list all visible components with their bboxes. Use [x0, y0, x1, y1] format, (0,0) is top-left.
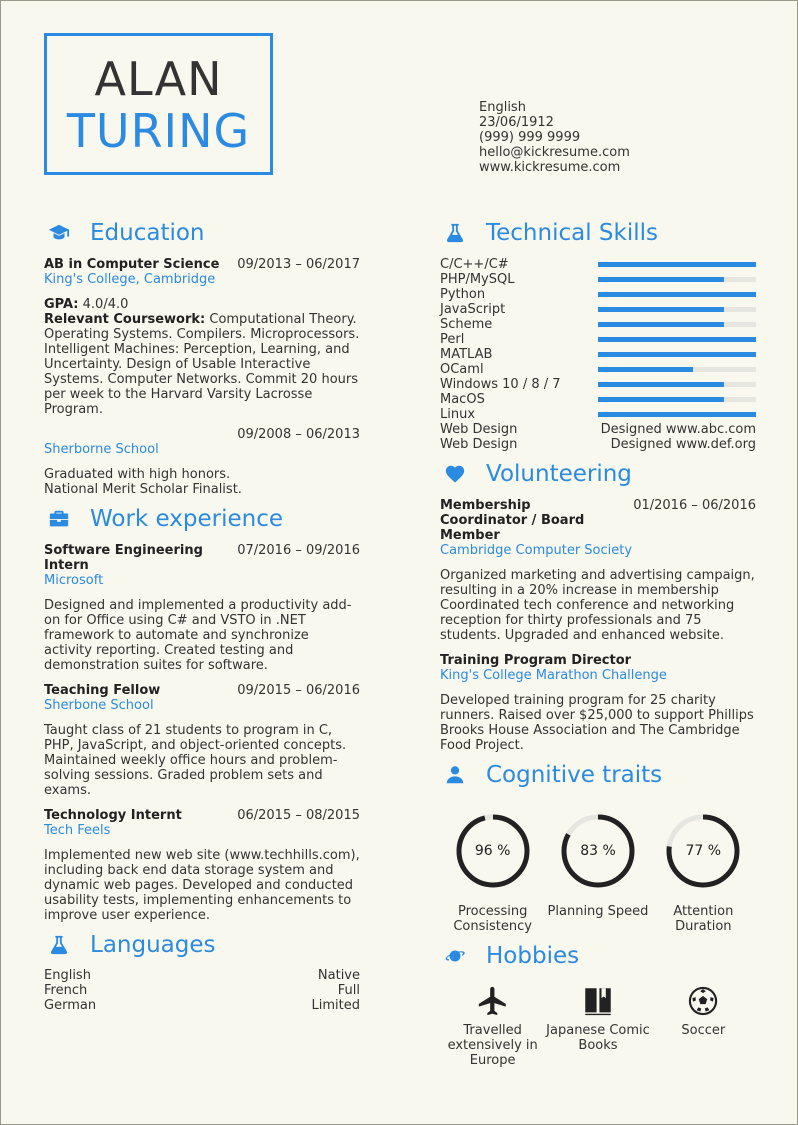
traits-list	[440, 812, 756, 934]
hobby-item	[651, 983, 756, 1068]
last-name: TURING	[66, 104, 251, 158]
education-entry-2	[44, 427, 360, 497]
skill-row: OCaml	[440, 362, 756, 377]
skill-text-row: Web Design Designed www.def.org	[440, 437, 756, 452]
contact-website[interactable]: www.kickresume.com	[479, 160, 621, 175]
job-title: Teaching Fellow	[44, 683, 161, 698]
language-row: German Limited	[44, 998, 360, 1013]
work-entry-2	[44, 683, 360, 798]
work-entry-3	[44, 808, 360, 923]
trait-label: Planning Speed	[547, 904, 649, 919]
flask-icon	[48, 934, 70, 956]
skill-bar	[598, 367, 756, 372]
work-entry-1	[44, 543, 360, 673]
volunteering-entry-1	[440, 498, 756, 643]
entry-description: Graduated with high honors. National Merit Scholar Finalist.	[44, 467, 242, 497]
person-icon	[444, 764, 466, 786]
company-name: Tech Feels	[44, 823, 111, 838]
entry-date: 09/2008 – 06/2013	[237, 427, 360, 442]
skill-bar	[598, 322, 756, 327]
trait-gauge	[454, 812, 532, 890]
company-name: Microsoft	[44, 573, 104, 588]
contact-phone: (999) 999 9999	[479, 130, 581, 145]
trait-item	[651, 812, 756, 934]
languages-heading: Languages	[48, 932, 216, 958]
skill-row: MacOS	[440, 392, 756, 407]
trait-label: Attention Duration	[673, 904, 734, 934]
heart-icon	[444, 463, 466, 485]
trait-label: Processing Consistency	[453, 904, 532, 934]
name-box	[44, 33, 273, 175]
contact-birthdate: 23/06/1912	[479, 115, 554, 130]
language-row: French Full	[44, 983, 360, 998]
skill-row: Python	[440, 287, 756, 302]
trait-item	[440, 812, 545, 934]
coursework-text: Computational Theory. Operating Systems. Compilers. Microprocessors. Intelligent Machines: Perception, Learning, and Uncertainty. Design of Usable Interactive Systems. Computer Networks. Commit 20 hours per week to the Harvard Varsity Lacrosse Program.	[44, 312, 360, 417]
trait-gauge	[559, 812, 637, 890]
briefcase-icon	[48, 508, 70, 530]
trait-gauge	[664, 812, 742, 890]
hobby-item	[545, 983, 650, 1068]
entry-date: 09/2015 – 06/2016	[237, 683, 360, 698]
school-name: Sherborne School	[44, 442, 159, 457]
volunteering-entry-2	[440, 653, 756, 753]
hobby-label: Travelled extensively in Europe	[447, 1023, 538, 1068]
skill-bar	[598, 382, 756, 387]
trait-percentage: 77 %	[685, 843, 722, 859]
hobby-label: Soccer	[681, 1023, 726, 1038]
contact-info	[479, 100, 630, 175]
traits-heading: Cognitive traits	[444, 762, 662, 788]
entry-description: Taught class of 21 students to program in C, PHP, JavaScript, and object-oriented concepts. Maintained weekly office hours and problem-solving sessions. Graded problem sets and exams.	[44, 723, 347, 798]
airplane-icon	[440, 983, 545, 1019]
company-name: Sherbone School	[44, 698, 154, 713]
skill-bar	[598, 292, 756, 297]
skills-list	[440, 257, 756, 452]
gpa-value: 4.0/4.0	[78, 297, 129, 312]
trait-percentage: 83 %	[580, 843, 616, 859]
entry-description: Designed and implemented a productivity add-on for Office using C# and VSTO in .NET framework to automate and synchronize activity reporting. Created testing and demonstration suites for software.	[44, 598, 352, 673]
skill-row: Scheme	[440, 317, 756, 332]
skill-row: Windows 10 / 8 / 7	[440, 377, 756, 392]
flask-icon	[444, 222, 466, 244]
hobbies-heading: Hobbies	[444, 943, 579, 969]
contact-language: English	[479, 100, 526, 115]
entry-date: 06/2015 – 08/2015	[237, 808, 360, 823]
degree-title: AB in Computer Science	[44, 257, 220, 272]
entry-description: Developed training program for 25 charity runners. Raised over $25,000 to support Phillips Brooks House Association and The Cambridge Food Project.	[440, 693, 754, 753]
education-heading: Education	[48, 220, 205, 246]
entry-date: 01/2016 – 06/2016	[633, 498, 756, 513]
entry-date: 07/2016 – 09/2016	[237, 543, 360, 558]
skill-bar	[598, 262, 756, 267]
work-heading: Work experience	[48, 506, 283, 532]
hobby-label: Japanese Comic Books	[546, 1023, 650, 1053]
skill-row: Linux	[440, 407, 756, 422]
entry-date: 09/2013 – 06/2017	[237, 257, 360, 272]
role-title: Membership Coordinator / Board Member	[440, 498, 585, 543]
role-title: Training Program Director	[440, 653, 632, 668]
skill-bar	[598, 277, 756, 282]
skill-bar	[598, 352, 756, 357]
first-name: ALAN	[94, 52, 223, 106]
job-title: Technology Internt	[44, 808, 182, 823]
skill-text-row: Web Design Designed www.abc.com	[440, 422, 756, 437]
skill-bar	[598, 412, 756, 417]
languages-list	[44, 968, 360, 1013]
skill-bar	[598, 397, 756, 402]
hobby-item	[440, 983, 545, 1068]
language-row: English Native	[44, 968, 360, 983]
skills-heading: Technical Skills	[444, 220, 658, 246]
contact-email[interactable]: hello@kickresume.com	[479, 145, 630, 160]
entry-description: Organized marketing and advertising campaign, resulting in a 20% increase in membership Coordinated tech conference and networking reception for thirty professionals and 75 students. Upgraded and enhanced website.	[440, 568, 755, 643]
job-title: Software Engineering Intern	[44, 543, 203, 573]
hobbies-list	[440, 983, 756, 1068]
soccer-ball-icon	[651, 983, 756, 1019]
trait-item	[545, 812, 650, 934]
education-entry-1: AB in Computer Science 09/2013 – 06/2017 King's College, Cambridge GPA: 4.0/4.0 Relevant Coursework: Computational Theory. Operating Systems. Compilers. Microprocessors. Intelligent Machines: Perception, Learning, and Uncertainty. Design of Usable Interactive Systems. Computer Networks. Commit 20 hours per week to the Harvard Varsity Lacrosse Program.	[44, 257, 360, 417]
graduation-cap-icon	[48, 222, 70, 244]
entry-description: Implemented new web site (www.techhills.com), including back end data storage system and dynamic web pages. Developed and conducted usability tests, implementing enhancements to improve user experience.	[44, 848, 360, 923]
skill-row: MATLAB	[440, 347, 756, 362]
organization-name: Cambridge Computer Society	[440, 543, 633, 558]
trait-percentage: 96 %	[474, 843, 511, 859]
planet-icon	[444, 945, 466, 967]
skill-row: Perl	[440, 332, 756, 347]
school-name: King's College, Cambridge	[44, 272, 216, 287]
volunteering-heading: Volunteering	[444, 461, 632, 487]
skill-bar	[598, 307, 756, 312]
skill-row: PHP/MySQL	[440, 272, 756, 287]
skill-row: C/C++/C#	[440, 257, 756, 272]
book-icon	[545, 983, 650, 1019]
skill-row: JavaScript	[440, 302, 756, 317]
organization-name: King's College Marathon Challenge	[440, 668, 667, 683]
skill-bar	[598, 337, 756, 342]
